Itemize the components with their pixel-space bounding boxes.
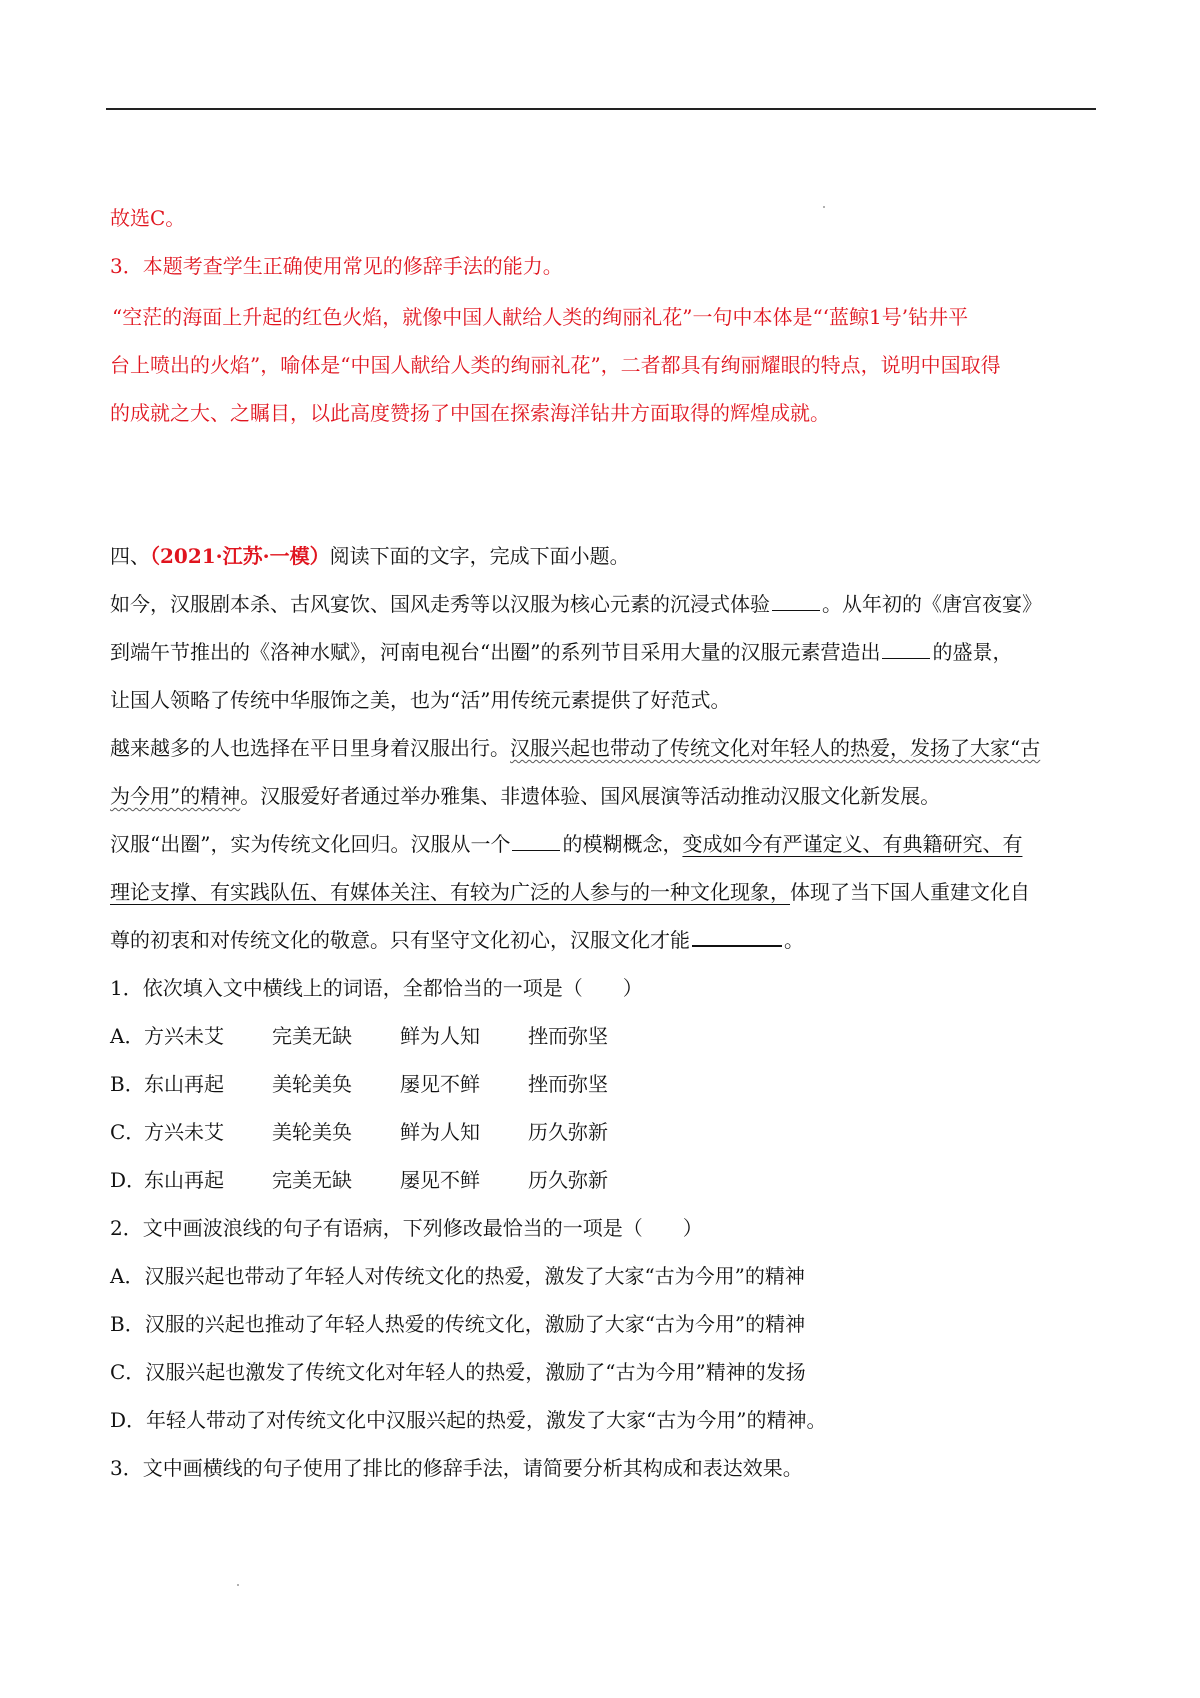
q1-stem: 1．依次填入文中横线上的词语，全都恰当的一项是（ ） xyxy=(110,976,643,1000)
answer-q3-line-1: “空茫的海面上升起的红色火焰，就像中国人献给人类的绚丽礼花”一句中本体是“‘蓝鲸1号’钻井平 xyxy=(112,305,969,329)
passage-text: 的模糊概念， xyxy=(562,832,683,856)
underlined-sentence: 理论支撑、有实践队伍、有媒体关注、有较为广泛的人参与的一种文化现象， xyxy=(110,880,790,904)
option-word: 鲜为人知 xyxy=(400,1120,480,1144)
answer-q3-line-2: 台上喷出的火焰”，喻体是“中国人献给人类的绚丽礼花”，二者都具有绚丽耀眼的特点，说明中国取得 xyxy=(110,353,1001,377)
option-word: 美轮美奂 xyxy=(272,1120,352,1144)
passage-text: 。从年初的《唐宫夜宴》 xyxy=(822,592,1042,616)
passage-p1-line-2 xyxy=(110,638,1012,666)
option-word: 东山再起 xyxy=(144,1072,224,1096)
q1-option-c xyxy=(110,1118,656,1146)
passage-text: 汉服“出圈”，实为传统文化回归。汉服从一个 xyxy=(110,832,511,856)
fill-blank-3 xyxy=(512,832,560,851)
q2-option-d: D．年轻人带动了对传统文化中汉服兴起的热爱，激发了大家“古为今用”的精神。 xyxy=(110,1408,827,1432)
passage-text: 越来越多的人也选择在平日里身着汉服出行。 xyxy=(110,736,510,760)
header-rule xyxy=(106,108,1096,110)
option-letter: B． xyxy=(110,1072,145,1096)
passage-p3-line-2 xyxy=(110,878,1030,906)
passage-p1-line-1 xyxy=(110,590,1042,618)
passage-p2-line-1 xyxy=(110,734,1040,762)
passage-text: 体现了当下国人重建文化自 xyxy=(790,880,1030,904)
passage-text: 。汉服爱好者通过举办雅集、非遗体验、国风展演等活动推动汉服文化新发展。 xyxy=(240,784,941,808)
option-word: 完美无缺 xyxy=(272,1168,352,1192)
section-heading xyxy=(110,542,630,570)
option-word: 挫而弥坚 xyxy=(528,1072,608,1096)
option-word: 屡见不鲜 xyxy=(400,1168,480,1192)
option-word: 美轮美奂 xyxy=(272,1072,352,1096)
option-word: 鲜为人知 xyxy=(400,1024,480,1048)
q1-option-a xyxy=(110,1022,656,1050)
fill-blank-2 xyxy=(882,640,930,659)
q1-option-d xyxy=(110,1166,656,1194)
q2-option-b: B．汉服的兴起也推动了年轻人热爱的传统文化，激励了大家“古为今用”的精神 xyxy=(110,1312,806,1336)
passage-text: 。 xyxy=(784,928,804,952)
wavy-sentence: 为今用”的精神 xyxy=(110,784,241,808)
q2-stem: 2．文中画波浪线的句子有语病，下列修改最恰当的一项是（ ） xyxy=(110,1216,703,1240)
answer-q3-heading: 3．本题考查学生正确使用常见的修辞手法的能力。 xyxy=(110,254,563,278)
q2-option-a: A．汉服兴起也带动了年轻人对传统文化的热爱，激发了大家“古为今用”的精神 xyxy=(110,1264,805,1288)
option-word: 历久弥新 xyxy=(528,1168,608,1192)
scan-dot xyxy=(237,1584,239,1586)
underlined-sentence: 变成如今有严谨定义、有典籍研究、有 xyxy=(682,832,1023,856)
section-prefix: 四、 xyxy=(110,544,150,568)
passage-text: 尊的初衷和对传统文化的敬意。只有坚守文化初心，汉服文化才能 xyxy=(110,928,690,952)
option-word: 挫而弥坚 xyxy=(528,1024,608,1048)
section-instruction: 阅读下面的文字，完成下面小题。 xyxy=(329,544,630,568)
option-word: 历久弥新 xyxy=(528,1120,608,1144)
option-word: 东山再起 xyxy=(144,1168,224,1192)
answer-conclusion: 故选C。 xyxy=(110,206,186,230)
passage-p1-line-3: 让国人领略了传统中华服饰之美，也为“活”用传统元素提供了好范式。 xyxy=(110,688,731,712)
passage-p2-line-2 xyxy=(110,782,940,810)
option-word: 完美无缺 xyxy=(272,1024,352,1048)
option-letter: C． xyxy=(110,1120,146,1144)
passage-text: 的盛景， xyxy=(932,640,1013,664)
q2-option-c: C．汉服兴起也激发了传统文化对年轻人的热爱，激励了“古为今用”精神的发扬 xyxy=(110,1360,806,1384)
scan-dot xyxy=(823,206,825,208)
fill-blank-1 xyxy=(772,592,820,611)
option-letter: A． xyxy=(110,1024,145,1048)
section-source: （2021·江苏·一模） xyxy=(150,544,330,568)
answer-q3-line-3: 的成就之大、之瞩目，以此高度赞扬了中国在探索海洋钻井方面取得的辉煌成就。 xyxy=(110,401,830,425)
passage-text: 到端午节推出的《洛神水赋》，河南电视台“出圈”的系列节目采用大量的汉服元素营造出 xyxy=(110,640,881,664)
option-word: 屡见不鲜 xyxy=(400,1072,480,1096)
q3-stem: 3．文中画横线的句子使用了排比的修辞手法，请简要分析其构成和表达效果。 xyxy=(110,1456,803,1480)
q1-option-b xyxy=(110,1070,656,1098)
fill-blank-4 xyxy=(692,927,782,947)
passage-p3-line-1 xyxy=(110,830,1022,858)
passage-text: 如今，汉服剧本杀、古风宴饮、国风走秀等以汉服为核心元素的沉浸式体验 xyxy=(110,592,770,616)
option-letter: D． xyxy=(110,1168,147,1192)
option-word: 方兴未艾 xyxy=(144,1024,224,1048)
option-word: 方兴未艾 xyxy=(144,1120,224,1144)
passage-p3-line-3 xyxy=(110,926,804,954)
wavy-sentence: 汉服兴起也带动了传统文化对年轻人的热爱，发扬了大家“古 xyxy=(510,736,1041,760)
